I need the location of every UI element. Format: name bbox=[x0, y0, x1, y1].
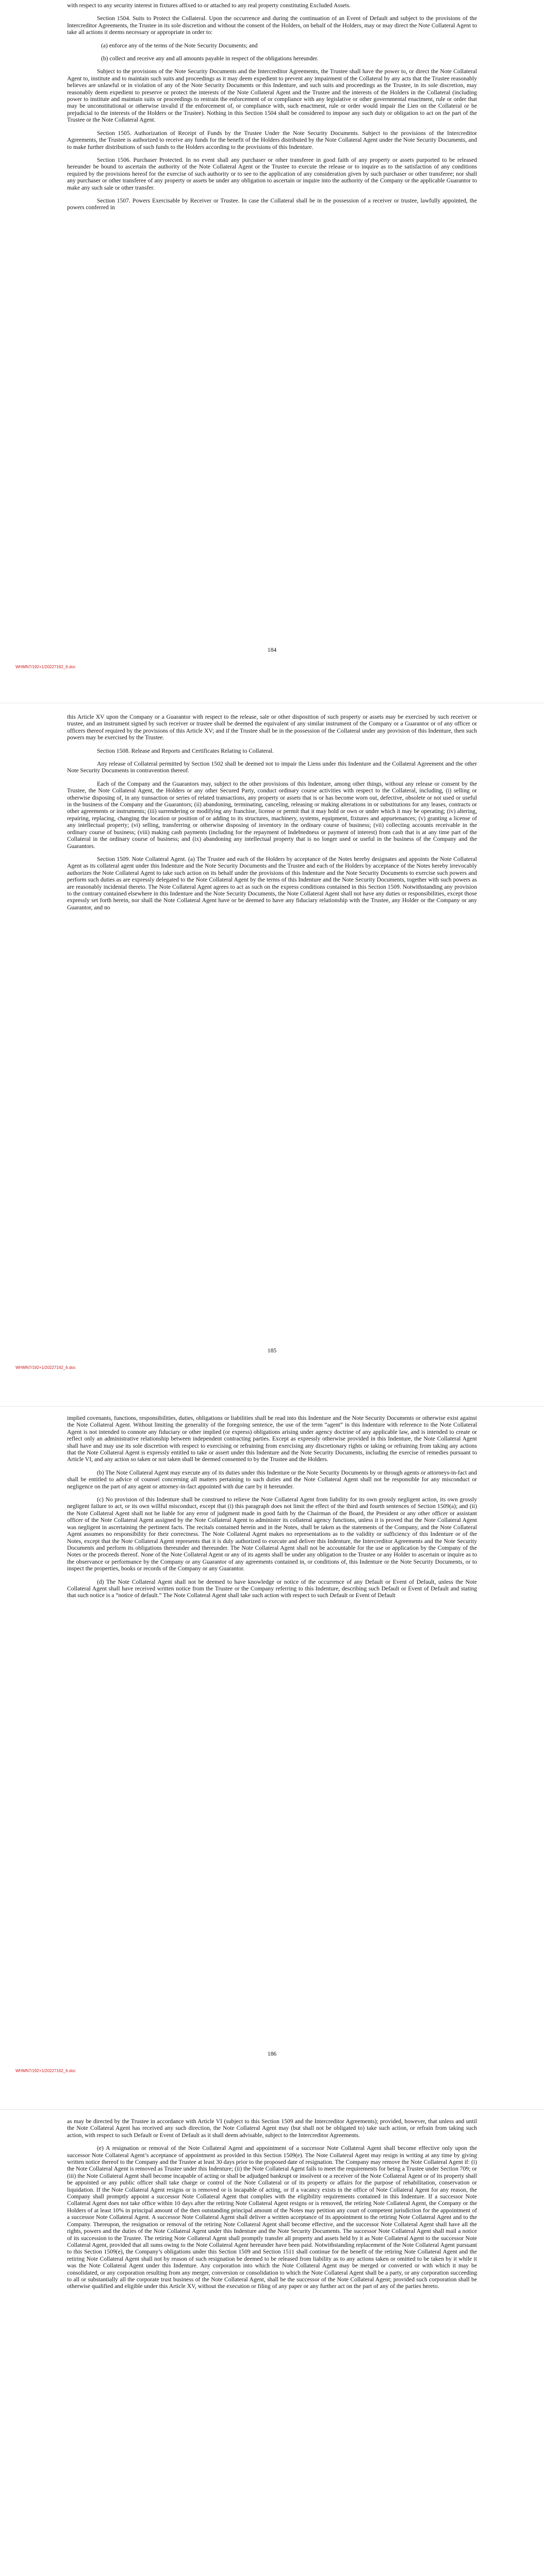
section-1505: Section 1505. Authorization of Receipt of Funds by the Trustee Under the Note Security Documents. Subject to the provisions of the Intercreditor Agreements, the Trustee is authorized to receive any funds for the benefit of the Holders distributed by the Note Collateral Agent under the Note Security Documents, and to make further distributions of such funds to the Holders according to the provisions of this Indenture. bbox=[67, 129, 477, 150]
page-number: 184 bbox=[267, 647, 277, 653]
paragraph: Any release of Collateral permitted by Section 1502 shall be deemed not to impair the Liens under this Indenture and the Collateral Agreement and the other Note Security Documents in contravention thereof. bbox=[67, 760, 477, 774]
list-item-d: (d) The Note Collateral Agent shall not be deemed to have knowledge or notice of the occurrence of any Default or Event of Default, unless the Note Collateral Agent shall have received written notice from the Trustee or the Company referring to this Indenture, describing such Default or Event of Default and stating that such notice is a “notice of default.” The Note Collateral Agent shall take such action with respect to such Default or Event of Default bbox=[67, 1578, 477, 1599]
paragraph: Subject to the provisions of the Note Security Documents and the Intercreditor Agreements, the Trustee shall have the power to, or direct the Note Collateral Agent to, institute and to maintain such suits and proceedings as it may deem expedient to prevent any impairment of the Collateral by any acts that the Trustee reasonably believes are unlawful or in violation of any of the Note Security Documents or this Indenture, and such suits and proceedings as the Trustee, in its sole discretion, may reasonably deem expedient to preserve or protect the interests of the Note Collateral Agent and the Trustee and the interests of the Holders in the Collateral (including power to institute and maintain suits or proceedings to restrain the enforcement of or compliance with any legislative or other governmental enactment, rule or order that may be unconstitutional or otherwise invalid if the enforcement of, or compliance with, such enactment, rule or order would impair the Lien on the Collateral or be prejudicial to the interests of the Holders or the Trustee). Nothing in this Section 1504 shall be considered to impose any such duty or obligation to act on the part of the Trustee or the Note Collateral Agent. bbox=[67, 68, 477, 124]
page-184 bbox=[0, 0, 544, 703]
section-1509: Section 1509. Note Collateral Agent. (a) The Trustee and each of the Holders by acceptance of the Notes hereby designates and appoints the Note Collateral Agent as its collateral agent under this Indenture and the Note Security Documents and the Trustee and each of the Holders by acceptance of the Notes hereby irrevocably authorizes the Note Collateral Agent to take such action on its behalf under the provisions of this Indenture and the Note Security Documents to exercise such powers and perform such duties as are expressly delegated to the Note Collateral Agent by the terms of this Indenture and the Note Security Documents, together with such powers as are reasonably incidental thereto. The Note Collateral Agent agrees to act as such on the express conditions contained in this Section 1509. Notwithstanding any provision to the contrary contained elsewhere in this Indenture and the Note Security Documents, the Note Collateral Agent shall not have any duties or responsibilities, except those expressly set forth herein, nor shall the Note Collateral Agent have or be deemed to have any fiduciary relationship with the Trustee, any Holder or the Company or any Guarantor, and no bbox=[67, 855, 477, 911]
list-item-b: (b) The Note Collateral Agent may execute any of its duties under this Indenture or the Note Security Documents by or through agents or attorneys-in-fact and shall be entitled to advice of counsel concerning all matters pertaining to such duties and the Note Collateral Agent shall not be responsible for any misconduct or negligence on the part of any agent or attorney-in-fact appointed with due care by it hereunder. bbox=[67, 1469, 477, 1490]
page-body bbox=[67, 2118, 477, 2296]
document-id: WHMN7/192+1/20227162_6.doc bbox=[15, 2069, 76, 2073]
paragraph: with respect to any security interest in fixtures affixed to or attached to any real property constituting Excluded Assets. bbox=[67, 2, 351, 9]
page-number: 185 bbox=[267, 1347, 277, 1354]
page-187 bbox=[0, 2110, 544, 2576]
page-body bbox=[67, 1415, 477, 1605]
page-body bbox=[67, 714, 477, 917]
section-1504: Section 1504. Suits to Protect the Collateral. Upon the occurrence and during the continuation of an Event of Default and subject to the provisions of the Intercreditor Agreements, the Trustee in its sole discretion and without the consent of the Holders, on behalf of the Holders, may or may direct the Note Collateral Agent to take all actions it deems necessary or appropriate in order to: bbox=[67, 15, 477, 36]
document-id: WHMN7/192+1/20227162_6.doc bbox=[15, 1365, 76, 1370]
paragraph: this Article XV upon the Company or a Guarantor with respect to the release, sale or other disposition of such property or assets may be exercised by such receiver or trustee, and an instrument signed by such receiver or trustee shall be deemed the equivalent of any similar instrument of the Company or a Guarantor or of any officer or officers thereof required by the provisions of this Article XV; and if the Trustee shall be in the possession of the Collateral under any provision of this Indenture, then such powers may be exercised by the Trustee. bbox=[67, 714, 477, 741]
list-item-a: (a) enforce any of the terms of the Note Security Documents; and bbox=[101, 42, 258, 49]
section-1507: Section 1507. Powers Exercisable by Receiver or Trustee. In case the Collateral shall be in the possession of a receiver or trustee, lawfully appointed, the powers conferred in bbox=[67, 197, 477, 211]
section-1508: Section 1508. Release and Reports and Certificates Relating to Collateral. bbox=[97, 747, 274, 754]
paragraph: Each of the Company and the Guarantors may, subject to the other provisions of this Indenture, among other things, without any release or consent by the Trustee, the Note Collateral Agent, the Holders or any other Secured Party, conduct ordinary course activities with respect to the Collateral, including, (i) selling or otherwise disposing of, in any transaction or series of related transactions, any property or assets that is or has become worn out, defective, obsolete or not used or useful in the business of the Company and the Guarantors; (ii) abandoning, terminating, canceling, releasing or making alterations in or substitutions for any leases, contracts or other agreements or instruments; (iii) surrendering or modifying any franchise, license or permit that it may hold or own or under which it may be operating; (iv) altering, repairing, replacing, changing the location or position of or adding to its structures, machinery, systems, equipment, fixtures and appurtenances; (v) granting a license of any intellectual property; (vi) selling, transferring or otherwise disposing of inventory in the ordinary course of business; (vii) collecting accounts receivable in the ordinary course of business; (viii) making cash payments (including for the repayment of Indebtedness or payment of interest) from cash that is at any time part of the Collateral in the ordinary course of business; and (ix) abandoning any intellectual property that is no longer used or useful in the business of the Company and the Guarantors. bbox=[67, 780, 477, 850]
page-body bbox=[67, 2, 477, 217]
list-item-b: (b) collect and receive any and all amounts payable in respect of the obligations hereunder. bbox=[101, 55, 319, 62]
section-1506: Section 1506. Purchaser Protected. In no event shall any purchaser or other transferee in good faith of any property or assets purported to be released hereunder be bound to ascertain the authority of the Note Collateral Agent or the Trustee to execute the release or to inquire as to the satisfaction of any conditions required by the provisions hereof for the exercise of such authority or to see to the application of any consideration given by such purchaser or other transferee; nor shall any purchaser or other transferee of any property or assets be under any obligation to ascertain or inquire into the authority of the Company or the applicable Guarantor to make any such sale or other transfer. bbox=[67, 156, 477, 191]
paragraph: as may be directed by the Trustee in accordance with Article VI (subject to this Section 1509 and the Intercreditor Agreements); provided, however, that unless and until the Note Collateral Agent has received any such direction, the Note Collateral Agent may (but shall not be obligated to) take such action, or refrain from taking such action, with respect to such Default or Event of Default as it shall deem advisable, subject to the Intercreditor Agreements. bbox=[67, 2118, 477, 2139]
list-item-e: (e) A resignation or removal of the Note Collateral Agent and appointment of a successor Note Collateral Agent shall become effective only upon the successor Note Collateral Agent’s acceptance of appointment as provided in this Section 1509(e). The Note Collateral Agent may resign in writing at any time by giving written notice thereof to the Company and the Trustee at least 30 days prior to the proposed date of resignation. The Company may remove the Note Collateral Agent if: (i) the Note Collateral Agent is removed as Trustee under this Indenture; (ii) the Note Collateral Agent fails to meet the requirements for being a Trustee under Section 709; or (iii) the Note Collateral Agent shall become incapable of acting or shall be adjudged bankrupt or insolvent or a receiver of the Note Collateral Agent or of its property shall be appointed or any public officer shall take charge or control of the Note Collateral or of its property or affairs for the purpose of rehabilitation, conservation or liquidation. If the Note Collateral Agent resigns or is removed or is incapable of acting, or if a vacancy exists in the office of Note Collateral Agent for any reason, the Company shall promptly appoint a successor Note Collateral Agent that complies with the eligibility requirements contained in this Indenture. If a successor Note Collateral Agent does not take office within 10 days after the retiring Note Collateral Agent resigns or is removed, the retiring Note Collateral Agent, the Company or the Holders of at least 10% in principal amount of the then outstanding principal amount of the Notes may petition any court of competent jurisdiction for the appointment of a successor Note Collateral Agent. A successor Note Collateral Agent shall deliver a written acceptance of its appointment to the retiring Note Collateral Agent and to the Company. Thereupon, the resignation or removal of the retiring Note Collateral Agent shall become effective, and the successor Note Collateral Agent shall have all the rights, powers and the duties of the Note Collateral Agent under this Indenture and the Note Security Documents. The successor Note Collateral Agent shall mail a notice of its succession to the Trustee. The retiring Note Collateral Agent shall promptly transfer all property and assets held by it as Note Collateral Agent to the successor Note Collateral Agent, provided that all sums owing to the Note Collateral Agent hereunder have been paid. Notwithstanding replacement of the Note Collateral Agent pursuant to this Section 1509(e), the Company’s obligations under this Section 1509 and Section 1511 shall continue for the benefit of the retiring Note Collateral Agent and the retiring Note Collateral Agent shall not by reason of such resignation be deemed to be released from liability as to any actions taken or omitted to be taken by it while it was the Note Collateral Agent under this Indenture. Any corporation into which the Note Collateral Agent may be merged or converted or with which it may be consolidated, or any corporation resulting from any merger, conversion or consolidation to which the Note Collateral Agent shall be a party, or any corporation succeeding to all or substantially all the corporate trust business of the Note Collateral Agent, shall be the successor of the Note Collateral Agent; provided such corporation shall be otherwise qualified and eligible under this Article XV, without the execution or filing of any paper or any further act on the part of any of the parties hereto. bbox=[67, 2145, 477, 2290]
page-186 bbox=[0, 1406, 544, 2110]
page-number: 186 bbox=[267, 2050, 277, 2057]
document-id: WHMN7/192+1/20227162_6.doc bbox=[15, 665, 76, 669]
page-185 bbox=[0, 703, 544, 1406]
list-item-c: (c) No provision of this Indenture shall be construed to relieve the Note Collateral Agent from liability for its own grossly negligent action, its own grossly negligent failure to act, or its own willful misconduct, except that (i) this paragraph does not limit the effect of the third and fourth sentences of Section 1509(a); and (ii) the Note Collateral Agent shall not be liable for any error of judgment made in good faith by the Chairman of the Board, the President or any other officer or assistant officer of the Note Collateral Agent assigned by the Note Collateral Agent to administer its collateral agency functions, unless it is proved that the Note Collateral Agent was negligent in ascertaining the pertinent facts. The recitals contained herein and in the Notes, shall be taken as the statements of the Company, and the Note Collateral Agent assumes no responsibility for their correctness. The Note Collateral Agent makes no representations as to the validity or sufficiency of this Indenture or of the Notes, except that the Note Collateral Agent represents that it is duly authorized to execute and deliver this Indenture, the Intercreditor Agreements and the Note Security Documents and perform its obligations thereunder and thereunder. The Note Collateral Agent shall not be accountable for the use or application by the Company of the Notes or the proceeds thereof. None of the Note Collateral Agent or any of its agents shall be under any obligation to the Trustee or any Holder to ascertain or inquire as to the observance or performance by the Company or any Guarantor of any agreements contained in, or conditions of, this Indenture or the Note Security Documents, or to inspect the properties, books or records of the Company or any Guarantor. bbox=[67, 1496, 477, 1572]
paragraph: implied covenants, functions, responsibilities, duties, obligations or liabilities shall be read into this Indenture and the Note Security Documents or otherwise exist against the Note Collateral Agent. Without limiting the generality of the foregoing sentence, the use of the term “agent” in this Indenture with reference to the Note Collateral Agent is not intended to connote any fiduciary or other implied (or express) obligations arising under agency doctrine of any applicable law, and is intended to create or reflect only an administrative relationship between independent contracting parties. Except as expressly otherwise provided in this Indenture, the Note Collateral Agent shall have and may use its sole discretion with respect to exercising or refraining from exercising any discretionary rights or taking or refraining from taking any actions that the Note Collateral Agent is expressly entitled to take or assert under this Indenture and the Note Security Documents, including the exercise of remedies pursuant to Article VI, and any action so taken or not taken shall be deemed consented to by the Trustee and the Holders. bbox=[67, 1415, 477, 1463]
